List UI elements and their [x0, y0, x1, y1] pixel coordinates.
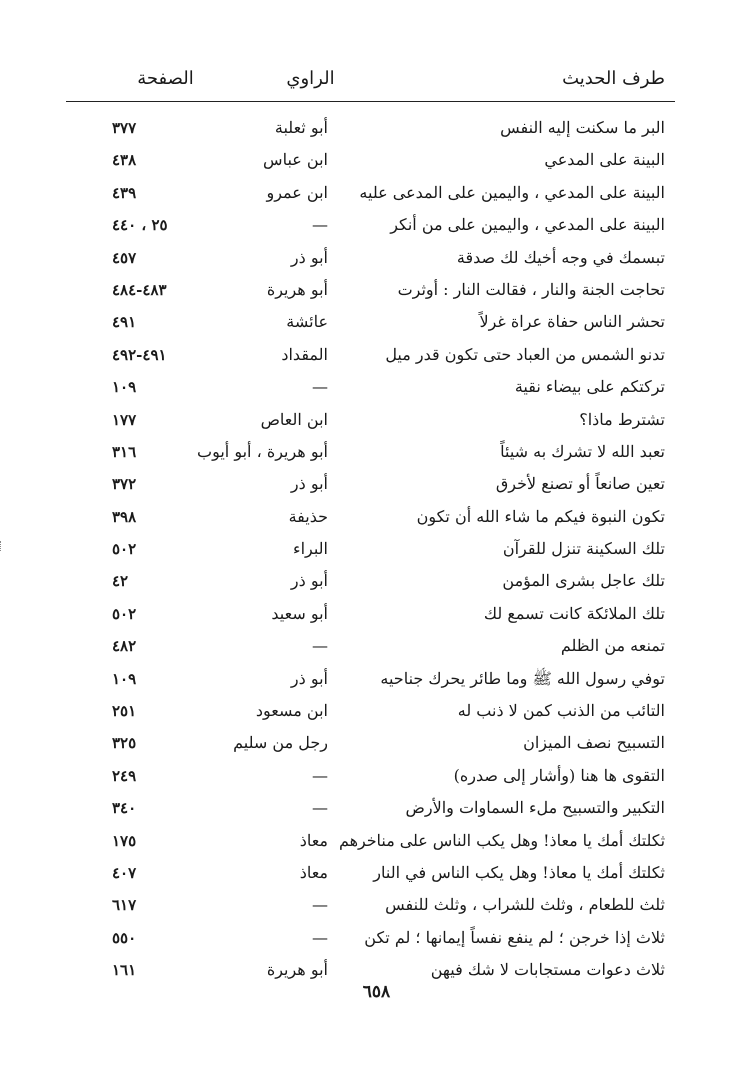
narrator-name: —: [312, 377, 328, 397]
page-reference: ٣٤٠: [112, 799, 137, 818]
page-reference: ٣٧٢: [112, 475, 137, 494]
hadith-text: تبسمك في وجه أخيك لك صدقة: [456, 247, 665, 267]
page-reference: ٤٣٩: [112, 183, 137, 202]
page-reference: ١٧٧: [112, 410, 137, 429]
narrator-name: عائشة: [286, 312, 328, 332]
table-row: [0, 760, 753, 792]
page-reference: ٥٠٢: [112, 604, 137, 623]
table-row: [0, 177, 753, 209]
table-row: [0, 598, 753, 630]
table-row: [0, 889, 753, 921]
table-row: [0, 727, 753, 759]
narrator-name: أبو هريرة: [266, 960, 328, 980]
hadith-text: ثلاث دعوات مستجابات لا شك فيهن: [430, 960, 665, 980]
hadith-text: تلك عاجل بشرى المؤمن: [502, 571, 665, 591]
narrator-name: أبو ثعلبة: [274, 118, 328, 137]
narrator-name: أبو سعيد: [271, 603, 328, 623]
hadith-text: التقوى ها هنا (وأشار إلى صدره): [453, 765, 665, 785]
table-row: [0, 792, 753, 824]
hadith-text: تمنعه من الظلم: [560, 636, 665, 656]
narrator-name: أبو هريرة ، أبو أيوب: [197, 441, 328, 461]
margin-mark: [0, 541, 4, 551]
table-row: [0, 922, 753, 954]
page-reference: ٤٥٧: [112, 248, 137, 267]
page-reference: ٤٩١: [112, 313, 137, 332]
table-header: [0, 62, 753, 96]
narrator-name: —: [312, 215, 328, 235]
page-reference: ٤٨٢: [112, 637, 137, 656]
table-row: [0, 501, 753, 533]
narrator-name: أبو ذر: [290, 571, 328, 591]
narrator-name: البراء: [293, 539, 328, 559]
table-row: [0, 306, 753, 338]
page-reference: ٥٠٢: [112, 540, 137, 559]
narrator-name: —: [312, 636, 328, 656]
hadith-text: البينة على المدعي: [544, 150, 665, 170]
narrator-name: أبو هريرة: [266, 279, 328, 299]
table-row: [0, 533, 753, 565]
narrator-name: ابن مسعود: [255, 701, 328, 721]
hadith-text: البينة على المدعي ، واليمين على المدعى عليه: [359, 182, 665, 202]
hadith-text: ثلاث إذا خرجن ؛ لم ينفع نفساً إيمانها ؛ لم تكن: [364, 927, 665, 947]
hadith-text: توفي رسول الله ﷺ وما طائر يحرك جناحيه: [380, 668, 665, 688]
narrator-name: أبو ذر: [290, 474, 328, 494]
page-reference: ٤٩١-٤٩٢: [112, 345, 167, 364]
page-reference: ٢٥ ، ٤٤٠: [112, 216, 168, 235]
hadith-text: ثلث للطعام ، وثلث للشراب ، وثلث للنفس: [385, 895, 665, 915]
narrator-name: المقداد: [281, 344, 328, 364]
hadith-text: التكبير والتسبيح ملء السماوات والأرض: [405, 798, 665, 818]
index-table-body: [0, 112, 753, 987]
page-reference: ١٧٥: [112, 831, 137, 850]
narrator-name: ابن عباس: [263, 150, 328, 170]
table-row: [0, 339, 753, 371]
page-reference: ٣٢٥: [112, 734, 137, 753]
page-reference: ٣١٦: [112, 442, 137, 461]
hadith-text: تحشر الناس حفاة عراة غرلاً: [479, 312, 665, 332]
page-reference: ٤٣٨: [112, 151, 137, 170]
page-reference: ١٠٩: [112, 669, 137, 688]
narrator-name: حذيفة: [288, 506, 328, 526]
page-number: ٦٥٨: [362, 982, 391, 1002]
page-column-header: الصفحة: [137, 68, 194, 89]
narrator-name: أبو ذر: [290, 247, 328, 267]
page-reference: ١٠٩: [112, 378, 137, 397]
narrator-name: —: [312, 895, 328, 915]
table-row: [0, 242, 753, 274]
hadith-text: التسبيح نصف الميزان: [523, 733, 665, 753]
table-row: [0, 209, 753, 241]
hadith-text: تعين صانعاً أو تصنع لأخرق: [495, 474, 665, 494]
page-reference: ٣٧٧: [112, 119, 137, 137]
table-row: [0, 404, 753, 436]
page-reference: ٢٥١: [112, 702, 137, 721]
hadith-text: ثكلتك أمك يا معاذ! وهل يكب الناس في النار: [373, 862, 665, 882]
page-reference: ١٦١: [112, 961, 137, 980]
page-reference: ٤٢: [112, 572, 129, 591]
narrator-name: ابن عمرو: [266, 182, 328, 202]
table-row: [0, 371, 753, 403]
narrator-name: رجل من سليم: [233, 733, 328, 753]
hadith-text: تلك الملائكة كانت تسمع لك: [483, 603, 665, 623]
table-row: [0, 630, 753, 662]
page-reference: ٢٤٩: [112, 766, 137, 785]
page-reference: ٤٨٣-٤٨٤: [112, 280, 167, 299]
narrator-name: —: [312, 765, 328, 785]
page-reference: ٤٠٧: [112, 863, 137, 882]
narrator-name: معاذ: [299, 830, 328, 850]
page-reference: ٣٩٨: [112, 507, 137, 526]
table-row: [0, 468, 753, 500]
narrator-column-header: الراوي: [286, 68, 335, 89]
narrator-name: معاذ: [299, 862, 328, 882]
hadith-text: تشترط ماذا؟: [579, 409, 665, 429]
page-reference: ٦١٧: [112, 896, 137, 915]
narrator-name: ابن العاص: [260, 409, 328, 429]
hadith-column-header: طرف الحديث: [562, 68, 665, 89]
hadith-text: تعبد الله لا تشرك به شيئاً: [500, 441, 665, 461]
hadith-text: التائب من الذنب كمن لا ذنب له: [457, 701, 665, 721]
narrator-name: —: [312, 927, 328, 947]
narrator-name: أبو ذر: [290, 668, 328, 688]
table-row: [0, 436, 753, 468]
hadith-text: البينة على المدعي ، واليمين على من أنكر: [390, 215, 665, 235]
hadith-text: تحاجت الجنة والنار ، فقالت النار : أوثرت: [397, 279, 665, 299]
table-row: [0, 663, 753, 695]
table-row: [0, 857, 753, 889]
table-row: [0, 565, 753, 597]
hadith-text: تكون النبوة فيكم ما شاء الله أن تكون: [416, 506, 665, 526]
table-row: [0, 825, 753, 857]
table-row: [0, 274, 753, 306]
hadith-text: تلك السكينة تنزل للقرآن: [502, 539, 665, 559]
narrator-name: —: [312, 798, 328, 818]
hadith-text: ثكلتك أمك يا معاذ! وهل يكب الناس على مناخرهم: [339, 830, 665, 850]
table-row: [0, 695, 753, 727]
table-row: [0, 112, 753, 144]
hadith-text: تركتكم على بيضاء نقية: [514, 377, 665, 397]
page-reference: ٥٥٠: [112, 928, 137, 947]
table-row: [0, 144, 753, 176]
hadith-text: البر ما سكنت إليه النفس: [500, 118, 665, 137]
header-divider: [66, 101, 675, 102]
hadith-text: تدنو الشمس من العباد حتى تكون قدر ميل: [385, 344, 665, 364]
